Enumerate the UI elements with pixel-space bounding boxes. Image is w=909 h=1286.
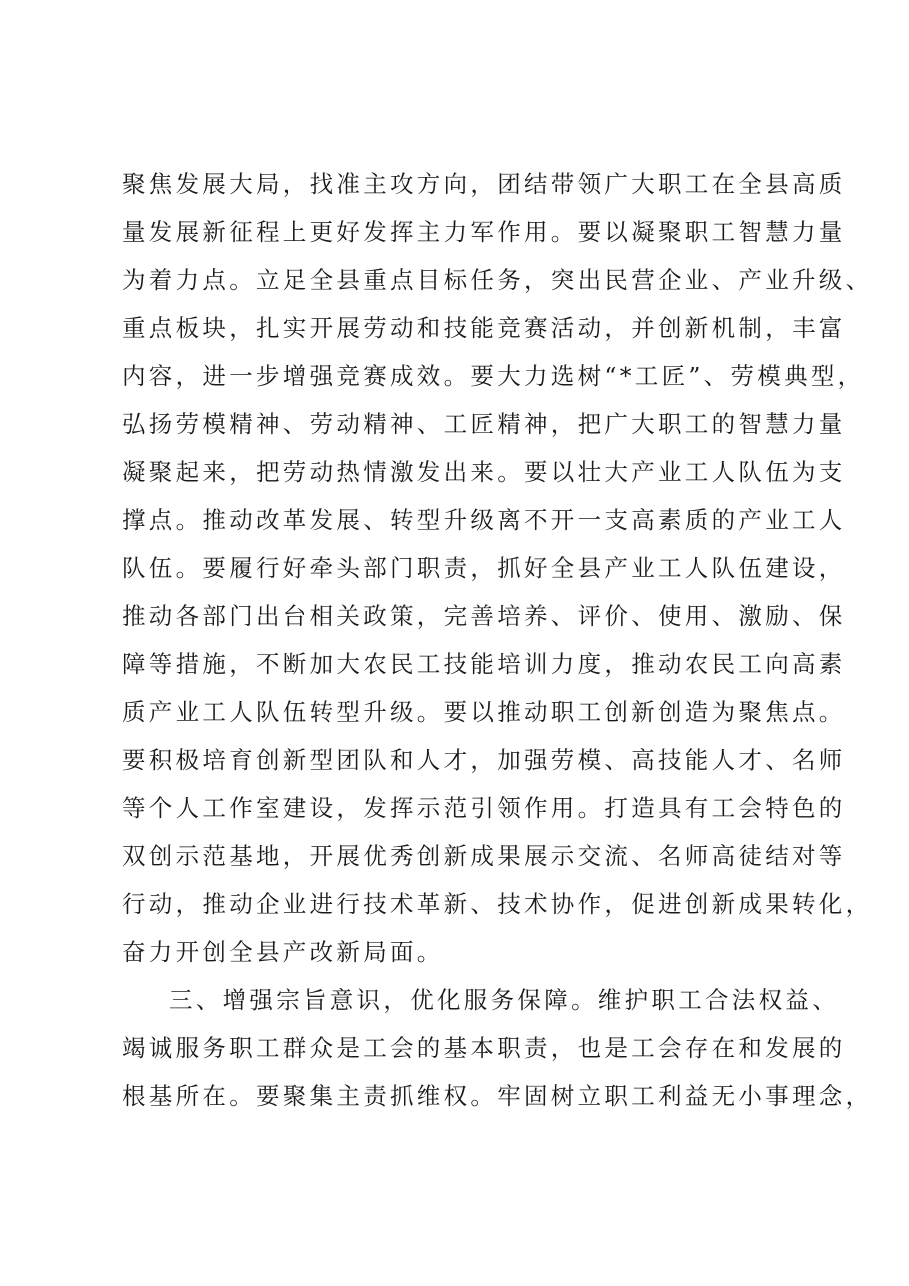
text-line: 聚焦发展大局，找准主攻方向，团结带领广大职工在全县高质 [122, 170, 846, 198]
section-heading-line: 三、增强宗旨意识，优化服务保障。维护职工合法权益、 [169, 986, 839, 1014]
text-line: 凝聚起来，把劳动热情激发出来。要以壮大产业工人队伍为支 [122, 458, 846, 486]
text-line: 推动各部门出台相关政策，完善培养、评价、使用、激励、保 [122, 602, 846, 630]
text-line: 根基所在。要聚集主责抓维权。牢固树立职工利益无小事理念， [122, 1082, 873, 1110]
text-line: 为着力点。立足全县重点目标任务，突出民营企业、产业升级、 [122, 266, 873, 294]
text-line: 竭诚服务职工群众是工会的基本职责，也是工会存在和发展的 [122, 1034, 846, 1062]
text-line: 队伍。要履行好牵头部门职责，抓好全县产业工人队伍建设， [122, 554, 846, 582]
body-text [122, 160, 873, 1120]
text-line: 量发展新征程上更好发挥主力军作用。要以凝聚职工智慧力量 [122, 218, 846, 246]
text-line: 要积极培育创新型团队和人才，加强劳模、高技能人才、名师 [122, 746, 846, 774]
text-line: 奋力开创全县产改新局面。 [122, 938, 444, 966]
text-line: 内容，进一步增强竞赛成效。要大力选树“*工匠”、劳模典型， [122, 362, 865, 390]
text-line: 等个人工作室建设，发挥示范引领作用。打造具有工会特色的 [122, 794, 846, 822]
text-line: 双创示范基地，开展优秀创新成果展示交流、名师高徒结对等 [122, 842, 846, 870]
text-line: 障等措施，不断加大农民工技能培训力度，推动农民工向高素 [122, 650, 846, 678]
text-line: 撑点。推动改革发展、转型升级离不开一支高素质的产业工人 [122, 506, 846, 534]
text-line: 质产业工人队伍转型升级。要以推动职工创新创造为聚焦点。 [122, 698, 846, 726]
text-line: 重点板块，扎实开展劳动和技能竞赛活动，并创新机制，丰富 [122, 314, 846, 342]
text-line: 弘扬劳模精神、劳动精神、工匠精神，把广大职工的智慧力量 [122, 410, 846, 438]
text-line: 行动，推动企业进行技术革新、技术协作，促进创新成果转化， [122, 890, 873, 918]
